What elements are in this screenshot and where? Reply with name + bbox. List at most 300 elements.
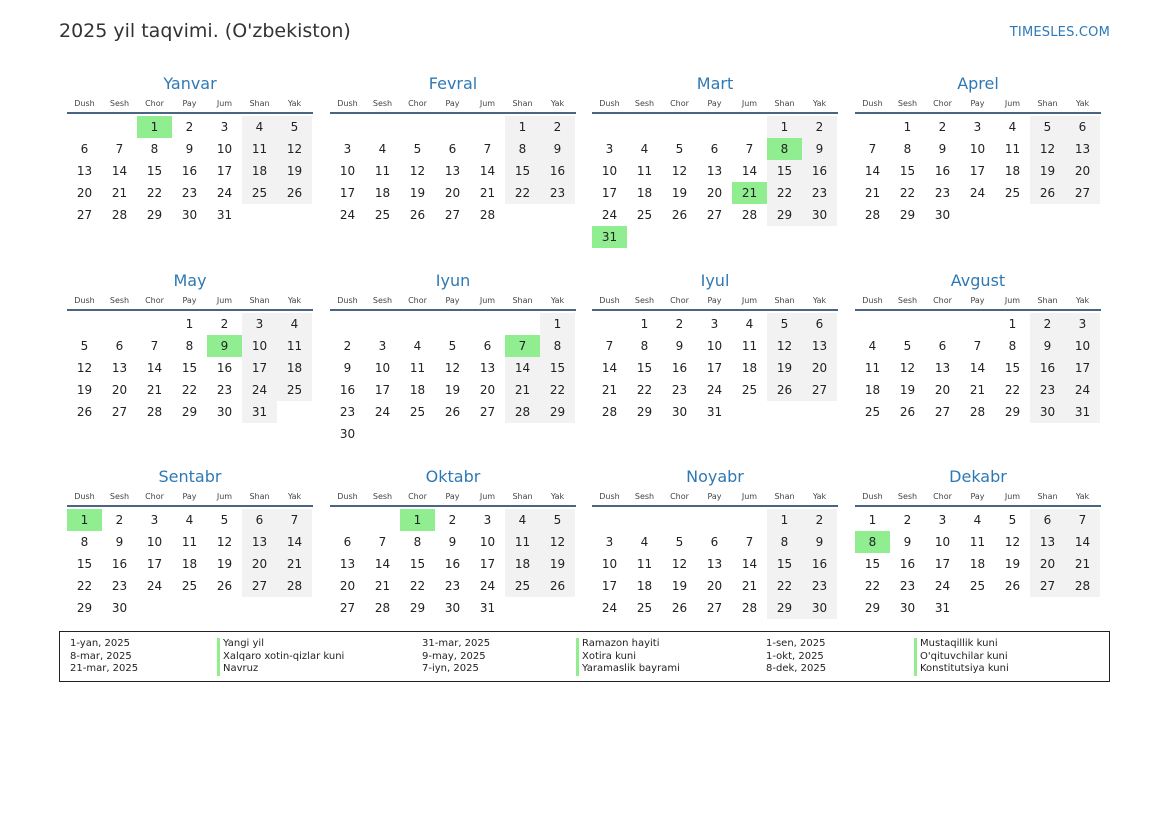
- weekday-label: Jum: [741, 491, 758, 501]
- day-cell: 7: [483, 142, 492, 156]
- day-cell: 12: [277, 138, 312, 160]
- holiday-day-cell: 21: [732, 182, 767, 204]
- month-name: Sentabr: [158, 467, 222, 486]
- day-cell: 16: [444, 557, 461, 571]
- day-cell: 2: [1030, 313, 1065, 335]
- legend-holiday-name: Xalqaro xotin-qizlar kuni: [217, 651, 344, 664]
- day-cell: 25: [277, 379, 312, 401]
- day-cell: 7: [605, 339, 614, 353]
- weekday-label: Dush: [862, 98, 883, 108]
- day-cell: 13: [339, 557, 356, 571]
- day-cell: 23: [934, 186, 951, 200]
- weekday-label: Sesh: [372, 491, 393, 501]
- day-cell: 25: [242, 182, 277, 204]
- day-cell: 9: [802, 531, 837, 553]
- day-cell: 25: [864, 405, 881, 419]
- day-cell: 23: [802, 575, 837, 597]
- day-cell: 26: [767, 379, 802, 401]
- day-cell: 29: [76, 601, 93, 615]
- empty-cell: [925, 313, 960, 335]
- weekday-label: Sesh: [109, 491, 130, 501]
- day-cell: 17: [479, 557, 496, 571]
- day-cell: 9: [185, 142, 194, 156]
- day-cell: 17: [374, 383, 391, 397]
- weekday-label: Chor: [408, 491, 427, 501]
- day-cell: 2: [185, 120, 194, 134]
- day-cell: 10: [242, 335, 277, 357]
- day-cell: 7: [277, 509, 312, 531]
- day-cell: 13: [706, 557, 723, 571]
- weekday-label: Yak: [550, 98, 565, 108]
- weekday-label: Yak: [550, 491, 565, 501]
- empty-cell: [435, 313, 470, 335]
- day-cell: 22: [1004, 383, 1021, 397]
- day-cell: 23: [216, 383, 233, 397]
- empty-cell: [662, 116, 697, 138]
- empty-cell: [627, 116, 662, 138]
- weekday-header: [67, 292, 313, 308]
- day-cell: 20: [1065, 160, 1100, 182]
- day-cell: 6: [938, 339, 947, 353]
- weekday-label: Pay: [445, 491, 460, 501]
- day-cell: 24: [601, 601, 618, 615]
- day-cell: 19: [1030, 160, 1065, 182]
- empty-cell: [697, 509, 732, 531]
- day-cell: 2: [448, 513, 457, 527]
- day-cell: 13: [1030, 531, 1065, 553]
- weekday-header: [330, 95, 576, 111]
- empty-cell: [960, 313, 995, 335]
- day-cell: 1: [767, 116, 802, 138]
- day-cell: 6: [343, 535, 352, 549]
- weekday-label: Shan: [512, 295, 533, 305]
- day-grid: [67, 116, 313, 226]
- weekday-label: Chor: [933, 98, 952, 108]
- day-cell: 27: [802, 379, 837, 401]
- day-cell: 10: [1065, 335, 1100, 357]
- day-cell: 26: [216, 579, 233, 593]
- day-cell: 17: [339, 186, 356, 200]
- month-block: [855, 270, 1101, 423]
- day-cell: 11: [505, 531, 540, 553]
- day-cell: 5: [903, 339, 912, 353]
- day-grid: [67, 313, 313, 423]
- day-cell: 22: [636, 383, 653, 397]
- weekday-label: Yak: [1075, 98, 1090, 108]
- month-name: Oktabr: [425, 467, 481, 486]
- weekday-label: Dush: [337, 98, 358, 108]
- day-cell: 15: [1004, 361, 1021, 375]
- day-cell: 28: [741, 601, 758, 615]
- day-cell: 29: [767, 597, 802, 619]
- day-cell: 11: [636, 164, 653, 178]
- day-cell: 21: [969, 383, 986, 397]
- day-cell: 3: [973, 120, 982, 134]
- day-cell: 4: [505, 509, 540, 531]
- weekday-header: [592, 488, 838, 504]
- day-cell: 8: [185, 339, 194, 353]
- weekday-label: Dush: [74, 98, 95, 108]
- day-cell: 14: [969, 361, 986, 375]
- day-cell: 13: [1065, 138, 1100, 160]
- weekday-label: Chor: [145, 295, 164, 305]
- day-cell: 23: [802, 182, 837, 204]
- day-cell: 26: [899, 405, 916, 419]
- day-cell: 17: [706, 361, 723, 375]
- weekday-label: Jum: [479, 295, 496, 305]
- day-cell: 5: [767, 313, 802, 335]
- weekday-label: Dush: [599, 295, 620, 305]
- day-cell: 28: [1065, 575, 1100, 597]
- day-cell: 17: [216, 164, 233, 178]
- empty-cell: [365, 509, 400, 531]
- day-cell: 23: [111, 579, 128, 593]
- day-cell: 20: [1030, 553, 1065, 575]
- weekday-label: Chor: [933, 295, 952, 305]
- day-cell: 18: [181, 557, 198, 571]
- day-cell: 13: [76, 164, 93, 178]
- day-cell: 2: [540, 116, 575, 138]
- day-cell: 9: [540, 138, 575, 160]
- day-cell: 7: [378, 535, 387, 549]
- day-cell: 10: [934, 535, 951, 549]
- weekday-label: Sesh: [634, 491, 655, 501]
- weekday-label: Yak: [1075, 295, 1090, 305]
- day-cell: 9: [938, 142, 947, 156]
- day-cell: 5: [1008, 513, 1017, 527]
- weekday-label: Shan: [1037, 295, 1058, 305]
- empty-cell: [400, 116, 435, 138]
- weekday-label: Sesh: [372, 98, 393, 108]
- day-cell: 15: [146, 164, 163, 178]
- day-cell: 29: [540, 401, 575, 423]
- day-grid: [592, 509, 838, 619]
- empty-cell: [400, 313, 435, 335]
- day-cell: 1: [640, 317, 649, 331]
- weekday-label: Dush: [74, 295, 95, 305]
- holiday-day-cell: 1: [137, 116, 172, 138]
- day-cell: 30: [216, 405, 233, 419]
- day-cell: 8: [505, 138, 540, 160]
- legend-holiday-name: Ramazon hayiti: [576, 638, 659, 651]
- day-cell: 8: [80, 535, 89, 549]
- month-name: Yanvar: [163, 74, 217, 93]
- day-cell: 28: [505, 401, 540, 423]
- weekday-label: Dush: [337, 295, 358, 305]
- weekday-label: Pay: [707, 295, 722, 305]
- day-cell: 27: [1030, 575, 1065, 597]
- day-grid: [330, 509, 576, 619]
- day-cell: 27: [479, 405, 496, 419]
- month-block: [67, 466, 313, 619]
- day-cell: 10: [969, 142, 986, 156]
- day-cell: 16: [111, 557, 128, 571]
- weekday-label: Yak: [812, 491, 827, 501]
- month-block: [592, 270, 838, 423]
- weekday-label: Yak: [550, 295, 565, 305]
- day-cell: 26: [277, 182, 312, 204]
- day-cell: 9: [1030, 335, 1065, 357]
- weekday-label: Shan: [1037, 98, 1058, 108]
- holiday-day-cell: 7: [505, 335, 540, 357]
- day-cell: 19: [671, 579, 688, 593]
- day-cell: 26: [671, 601, 688, 615]
- empty-cell: [330, 313, 365, 335]
- day-cell: 30: [1030, 401, 1065, 423]
- day-cell: 4: [868, 339, 877, 353]
- holiday-day-cell: 8: [855, 531, 890, 553]
- day-cell: 24: [242, 379, 277, 401]
- weekday-label: Jum: [479, 98, 496, 108]
- day-cell: 23: [444, 579, 461, 593]
- day-cell: 29: [767, 204, 802, 226]
- day-cell: 5: [675, 535, 684, 549]
- day-cell: 5: [80, 339, 89, 353]
- weekday-label: Pay: [445, 295, 460, 305]
- day-cell: 24: [339, 208, 356, 222]
- day-cell: 27: [111, 405, 128, 419]
- day-cell: 13: [706, 164, 723, 178]
- day-cell: 1: [868, 513, 877, 527]
- day-cell: 31: [242, 401, 277, 423]
- day-cell: 7: [150, 339, 159, 353]
- day-cell: 6: [710, 535, 719, 549]
- day-cell: 24: [216, 186, 233, 200]
- day-cell: 2: [903, 513, 912, 527]
- day-cell: 4: [973, 513, 982, 527]
- weekday-label: Jum: [216, 98, 233, 108]
- day-cell: 19: [277, 160, 312, 182]
- day-cell: 10: [601, 557, 618, 571]
- day-cell: 17: [1065, 357, 1100, 379]
- day-cell: 24: [1065, 379, 1100, 401]
- day-cell: 15: [505, 160, 540, 182]
- weekday-label: Pay: [182, 295, 197, 305]
- holiday-day-cell: 9: [207, 335, 242, 357]
- day-cell: 25: [409, 405, 426, 419]
- day-cell: 5: [220, 513, 229, 527]
- day-cell: 10: [216, 142, 233, 156]
- weekday-header: [855, 488, 1101, 504]
- page-title: 2025 yil taqvimi. (O'zbekiston): [59, 20, 351, 42]
- day-cell: 13: [934, 361, 951, 375]
- day-cell: 29: [864, 601, 881, 615]
- day-cell: 24: [479, 579, 496, 593]
- day-cell: 21: [741, 579, 758, 593]
- day-cell: 26: [671, 208, 688, 222]
- day-cell: 6: [710, 142, 719, 156]
- day-cell: 14: [479, 164, 496, 178]
- holiday-day-cell: 1: [400, 509, 435, 531]
- day-cell: 21: [505, 379, 540, 401]
- weekday-label: Pay: [707, 98, 722, 108]
- weekday-label: Pay: [970, 98, 985, 108]
- weekday-label: Jum: [741, 295, 758, 305]
- weekday-label: Sesh: [109, 98, 130, 108]
- weekday-label: Yak: [287, 295, 302, 305]
- day-grid: [592, 313, 838, 423]
- month-block: [855, 466, 1101, 619]
- day-cell: 16: [802, 160, 837, 182]
- day-cell: 11: [969, 535, 986, 549]
- empty-cell: [697, 116, 732, 138]
- weekday-label: Sesh: [634, 98, 655, 108]
- day-cell: 11: [741, 339, 758, 353]
- day-cell: 12: [540, 531, 575, 553]
- weekday-label: Dush: [599, 98, 620, 108]
- day-cell: 23: [1030, 379, 1065, 401]
- day-grid: [855, 313, 1101, 423]
- day-cell: 24: [706, 383, 723, 397]
- day-cell: 11: [636, 557, 653, 571]
- weekday-label: Dush: [862, 295, 883, 305]
- month-name: Noyabr: [686, 467, 744, 486]
- day-cell: 15: [76, 557, 93, 571]
- day-cell: 28: [277, 575, 312, 597]
- weekday-header: [330, 488, 576, 504]
- day-cell: 13: [479, 361, 496, 375]
- day-cell: 19: [409, 186, 426, 200]
- day-cell: 25: [636, 601, 653, 615]
- weekday-header: [67, 95, 313, 111]
- day-cell: 2: [220, 317, 229, 331]
- day-cell: 21: [111, 186, 128, 200]
- day-cell: 28: [601, 405, 618, 419]
- month-name: Mart: [696, 74, 734, 93]
- weekday-label: Shan: [249, 98, 270, 108]
- day-cell: 17: [146, 557, 163, 571]
- day-cell: 28: [969, 405, 986, 419]
- weekday-label: Jum: [741, 98, 758, 108]
- day-cell: 10: [601, 164, 618, 178]
- day-cell: 20: [706, 186, 723, 200]
- day-grid: [855, 509, 1101, 619]
- day-cell: 12: [1004, 535, 1021, 549]
- day-cell: 19: [444, 383, 461, 397]
- legend-date: 8-dek, 2025: [766, 663, 827, 674]
- day-cell: 3: [710, 317, 719, 331]
- month-name: Avgust: [950, 271, 1006, 290]
- day-cell: 10: [706, 339, 723, 353]
- empty-cell: [137, 313, 172, 335]
- empty-cell: [435, 116, 470, 138]
- day-cell: 22: [864, 579, 881, 593]
- weekday-label: Shan: [774, 491, 795, 501]
- day-cell: 3: [483, 513, 492, 527]
- holiday-day-cell: 31: [592, 226, 627, 248]
- day-cell: 1: [540, 313, 575, 335]
- day-cell: 28: [479, 208, 496, 222]
- day-cell: 7: [1065, 509, 1100, 531]
- day-cell: 15: [864, 557, 881, 571]
- empty-cell: [330, 116, 365, 138]
- day-cell: 24: [934, 579, 951, 593]
- day-cell: 29: [181, 405, 198, 419]
- empty-cell: [470, 313, 505, 335]
- day-cell: 3: [242, 313, 277, 335]
- legend-date: 1-okt, 2025: [766, 650, 824, 662]
- day-cell: 2: [675, 317, 684, 331]
- empty-cell: [330, 509, 365, 531]
- weekday-header: [855, 95, 1101, 111]
- month-name: Fevral: [428, 74, 478, 93]
- empty-cell: [67, 116, 102, 138]
- day-cell: 6: [483, 339, 492, 353]
- day-cell: 8: [903, 142, 912, 156]
- day-cell: 16: [899, 557, 916, 571]
- day-cell: 14: [864, 164, 881, 178]
- day-cell: 9: [675, 339, 684, 353]
- weekday-label: Jum: [1004, 491, 1021, 501]
- day-cell: 25: [374, 208, 391, 222]
- weekday-label: Yak: [812, 98, 827, 108]
- weekday-header: [592, 292, 838, 308]
- day-cell: 30: [934, 208, 951, 222]
- day-cell: 14: [741, 557, 758, 571]
- legend-date: 1-yan, 2025: [70, 638, 130, 649]
- day-cell: 14: [277, 531, 312, 553]
- site-link[interactable]: TIMESLES.COM: [1009, 25, 1110, 40]
- day-cell: 17: [242, 357, 277, 379]
- day-cell: 16: [181, 164, 198, 178]
- day-cell: 1: [903, 120, 912, 134]
- day-cell: 1: [185, 317, 194, 331]
- legend-holiday-name: Mustaqillik kuni: [914, 638, 998, 651]
- weekday-label: Jum: [216, 295, 233, 305]
- day-cell: 19: [540, 553, 575, 575]
- day-cell: 4: [1008, 120, 1017, 134]
- month-block: [592, 466, 838, 619]
- day-cell: 16: [216, 361, 233, 375]
- empty-cell: [592, 509, 627, 531]
- day-cell: 26: [540, 575, 575, 597]
- day-cell: 5: [1030, 116, 1065, 138]
- day-cell: 29: [899, 208, 916, 222]
- empty-cell: [470, 116, 505, 138]
- day-cell: 30: [802, 597, 837, 619]
- day-cell: 27: [444, 208, 461, 222]
- day-cell: 4: [378, 142, 387, 156]
- empty-cell: [102, 116, 137, 138]
- weekday-label: Yak: [812, 295, 827, 305]
- weekday-label: Dush: [337, 491, 358, 501]
- day-cell: 24: [601, 208, 618, 222]
- month-block: [855, 73, 1101, 226]
- day-cell: 6: [802, 313, 837, 335]
- day-cell: 16: [1030, 357, 1065, 379]
- day-cell: 13: [111, 361, 128, 375]
- day-cell: 26: [409, 208, 426, 222]
- day-grid: [592, 116, 838, 248]
- day-cell: 26: [76, 405, 93, 419]
- day-cell: 18: [969, 557, 986, 571]
- day-cell: 11: [409, 361, 426, 375]
- day-cell: 8: [413, 535, 422, 549]
- month-block: [330, 73, 576, 226]
- day-cell: 30: [444, 601, 461, 615]
- day-cell: 15: [767, 553, 802, 575]
- day-cell: 31: [216, 208, 233, 222]
- day-cell: 8: [1008, 339, 1017, 353]
- day-cell: 31: [1065, 401, 1100, 423]
- holiday-day-cell: 8: [767, 138, 802, 160]
- day-cell: 3: [220, 120, 229, 134]
- day-cell: 2: [115, 513, 124, 527]
- day-cell: 18: [864, 383, 881, 397]
- empty-cell: [67, 313, 102, 335]
- weekday-header: [330, 292, 576, 308]
- weekday-label: Dush: [862, 491, 883, 501]
